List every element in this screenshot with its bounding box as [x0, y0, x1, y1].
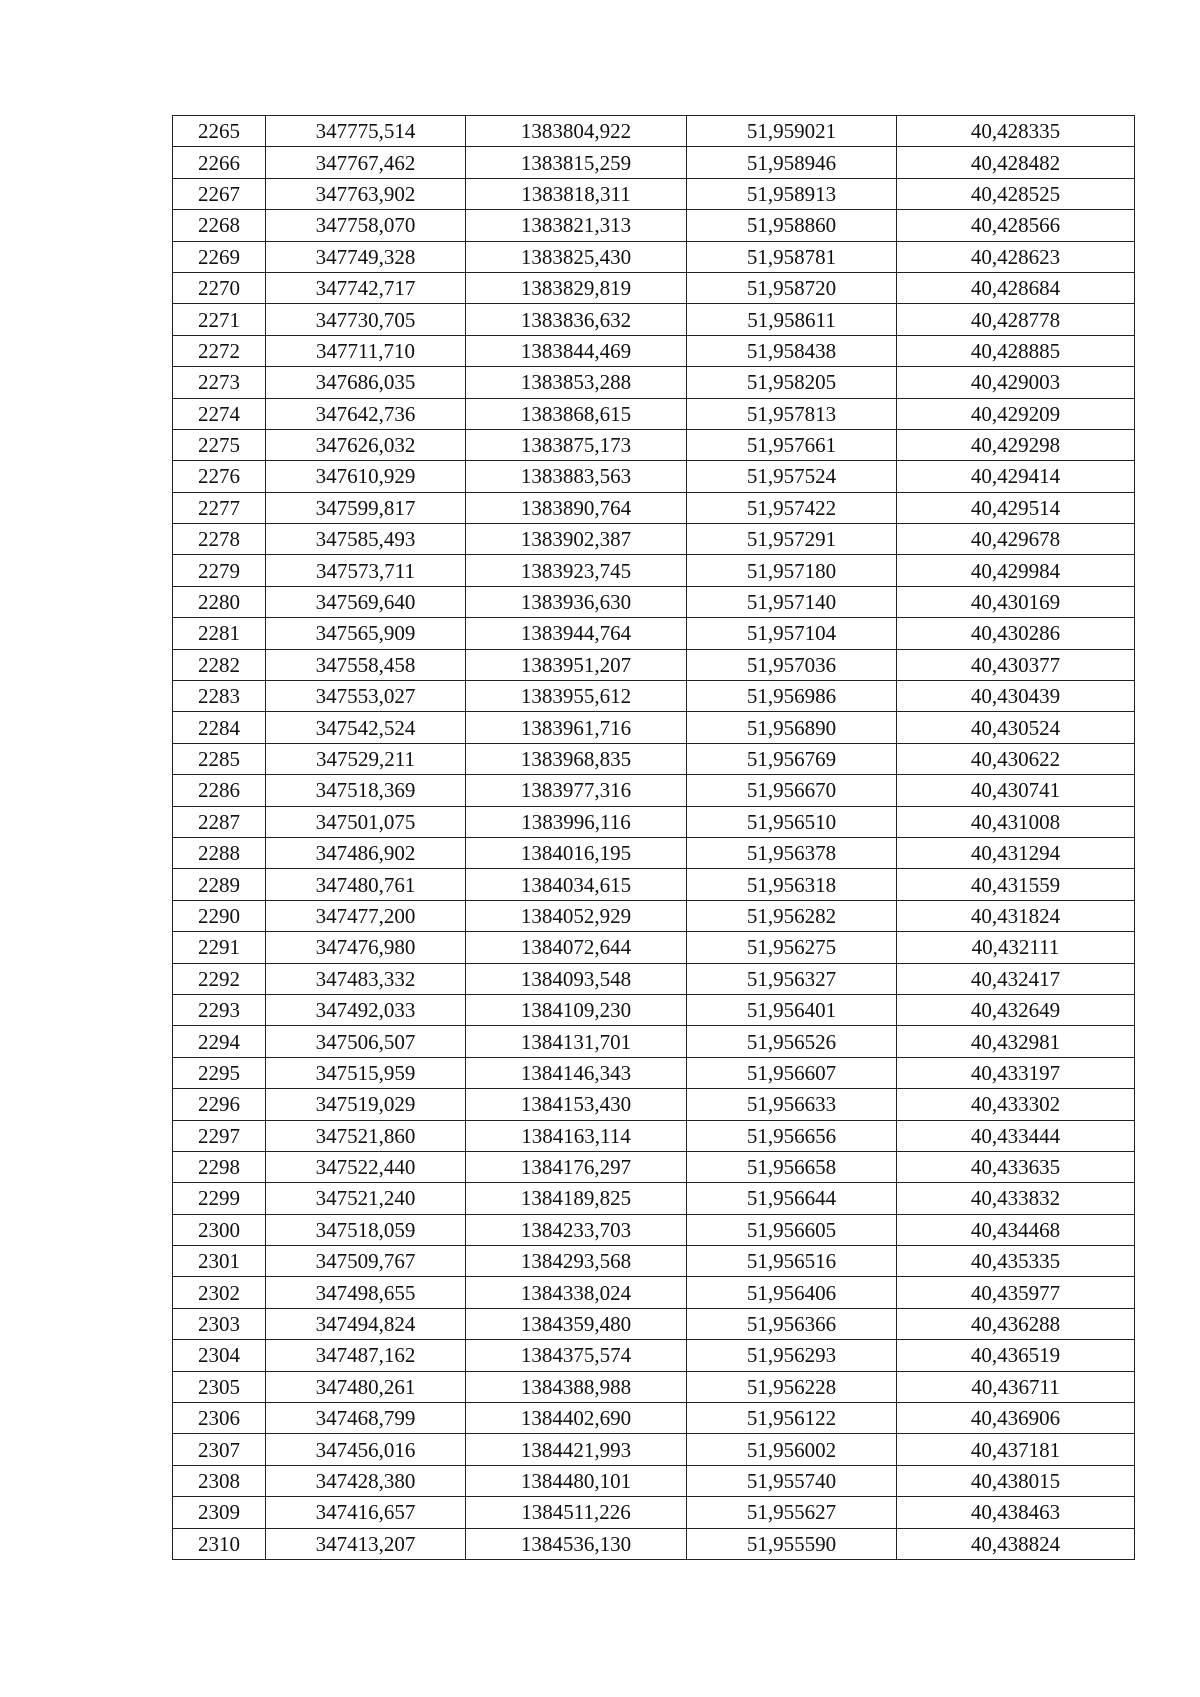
y-coordinate-cell: 1383825,430	[466, 241, 687, 272]
latitude-cell: 51,956228	[687, 1371, 897, 1402]
x-coordinate-cell: 347468,799	[266, 1403, 466, 1434]
y-coordinate-cell: 1384375,574	[466, 1340, 687, 1371]
longitude-cell: 40,433302	[897, 1089, 1135, 1120]
point-number-cell: 2296	[173, 1089, 266, 1120]
x-coordinate-cell: 347519,029	[266, 1089, 466, 1120]
x-coordinate-cell: 347477,200	[266, 900, 466, 931]
table-row	[173, 116, 1135, 147]
longitude-cell: 40,429209	[897, 398, 1135, 429]
y-coordinate-cell: 1384016,195	[466, 837, 687, 868]
longitude-cell: 40,435335	[897, 1246, 1135, 1277]
table-row	[173, 1340, 1135, 1371]
latitude-cell: 51,956293	[687, 1340, 897, 1371]
x-coordinate-cell: 347486,902	[266, 837, 466, 868]
x-coordinate-cell: 347518,369	[266, 775, 466, 806]
x-coordinate-cell: 347456,016	[266, 1434, 466, 1465]
y-coordinate-cell: 1383961,716	[466, 712, 687, 743]
table-row	[173, 1026, 1135, 1057]
y-coordinate-cell: 1383821,313	[466, 210, 687, 241]
longitude-cell: 40,429003	[897, 367, 1135, 398]
latitude-cell: 51,956644	[687, 1183, 897, 1214]
latitude-cell: 51,956282	[687, 900, 897, 931]
x-coordinate-cell: 347509,767	[266, 1246, 466, 1277]
latitude-cell: 51,958611	[687, 304, 897, 335]
longitude-cell: 40,432111	[897, 932, 1135, 963]
latitude-cell: 51,956318	[687, 869, 897, 900]
longitude-cell: 40,435977	[897, 1277, 1135, 1308]
y-coordinate-cell: 1383868,615	[466, 398, 687, 429]
latitude-cell: 51,956516	[687, 1246, 897, 1277]
x-coordinate-cell: 347480,761	[266, 869, 466, 900]
longitude-cell: 40,431008	[897, 806, 1135, 837]
latitude-cell: 51,958720	[687, 272, 897, 303]
longitude-cell: 40,432417	[897, 963, 1135, 994]
table-row	[173, 586, 1135, 617]
longitude-cell: 40,429514	[897, 492, 1135, 523]
point-number-cell: 2281	[173, 618, 266, 649]
latitude-cell: 51,957524	[687, 461, 897, 492]
latitude-cell: 51,955740	[687, 1465, 897, 1496]
point-number-cell: 2272	[173, 335, 266, 366]
point-number-cell: 2308	[173, 1465, 266, 1496]
x-coordinate-cell: 347775,514	[266, 116, 466, 147]
x-coordinate-cell: 347428,380	[266, 1465, 466, 1496]
table-row	[173, 1277, 1135, 1308]
latitude-cell: 51,957661	[687, 429, 897, 460]
table-row	[173, 398, 1135, 429]
table-row	[173, 1465, 1135, 1496]
table-row	[173, 618, 1135, 649]
table-row	[173, 1120, 1135, 1151]
table-row	[173, 1308, 1135, 1339]
y-coordinate-cell: 1384402,690	[466, 1403, 687, 1434]
longitude-cell: 40,436711	[897, 1371, 1135, 1402]
point-number-cell: 2277	[173, 492, 266, 523]
longitude-cell: 40,432981	[897, 1026, 1135, 1057]
latitude-cell: 51,957036	[687, 649, 897, 680]
latitude-cell: 51,959021	[687, 116, 897, 147]
latitude-cell: 51,956656	[687, 1120, 897, 1151]
longitude-cell: 40,433444	[897, 1120, 1135, 1151]
latitude-cell: 51,956366	[687, 1308, 897, 1339]
point-number-cell: 2305	[173, 1371, 266, 1402]
y-coordinate-cell: 1384233,703	[466, 1214, 687, 1245]
point-number-cell: 2295	[173, 1057, 266, 1088]
longitude-cell: 40,431559	[897, 869, 1135, 900]
table-row	[173, 775, 1135, 806]
longitude-cell: 40,436288	[897, 1308, 1135, 1339]
y-coordinate-cell: 1383955,612	[466, 681, 687, 712]
x-coordinate-cell: 347758,070	[266, 210, 466, 241]
y-coordinate-cell: 1384480,101	[466, 1465, 687, 1496]
longitude-cell: 40,428566	[897, 210, 1135, 241]
point-number-cell: 2303	[173, 1308, 266, 1339]
longitude-cell: 40,428778	[897, 304, 1135, 335]
longitude-cell: 40,428623	[897, 241, 1135, 272]
x-coordinate-cell: 347476,980	[266, 932, 466, 963]
y-coordinate-cell: 1383951,207	[466, 649, 687, 680]
y-coordinate-cell: 1383968,835	[466, 743, 687, 774]
longitude-cell: 40,430439	[897, 681, 1135, 712]
x-coordinate-cell: 347730,705	[266, 304, 466, 335]
point-number-cell: 2298	[173, 1151, 266, 1182]
table-row	[173, 743, 1135, 774]
x-coordinate-cell: 347565,909	[266, 618, 466, 649]
x-coordinate-cell: 347494,824	[266, 1308, 466, 1339]
table-row	[173, 367, 1135, 398]
y-coordinate-cell: 1383977,316	[466, 775, 687, 806]
longitude-cell: 40,438463	[897, 1497, 1135, 1528]
table-row	[173, 649, 1135, 680]
point-number-cell: 2268	[173, 210, 266, 241]
point-number-cell: 2306	[173, 1403, 266, 1434]
latitude-cell: 51,958946	[687, 147, 897, 178]
longitude-cell: 40,438015	[897, 1465, 1135, 1496]
x-coordinate-cell: 347573,711	[266, 555, 466, 586]
table-row	[173, 1151, 1135, 1182]
table-row	[173, 869, 1135, 900]
y-coordinate-cell: 1383875,173	[466, 429, 687, 460]
longitude-cell: 40,429678	[897, 524, 1135, 555]
table-row	[173, 492, 1135, 523]
table-row	[173, 1214, 1135, 1245]
table-row	[173, 524, 1135, 555]
longitude-cell: 40,436519	[897, 1340, 1135, 1371]
longitude-cell: 40,430622	[897, 743, 1135, 774]
latitude-cell: 51,956769	[687, 743, 897, 774]
longitude-cell: 40,436906	[897, 1403, 1135, 1434]
point-number-cell: 2271	[173, 304, 266, 335]
y-coordinate-cell: 1384034,615	[466, 869, 687, 900]
table-row	[173, 806, 1135, 837]
y-coordinate-cell: 1383890,764	[466, 492, 687, 523]
latitude-cell: 51,958913	[687, 178, 897, 209]
point-number-cell: 2307	[173, 1434, 266, 1465]
table-row	[173, 1528, 1135, 1559]
x-coordinate-cell: 347542,524	[266, 712, 466, 743]
y-coordinate-cell: 1383883,563	[466, 461, 687, 492]
longitude-cell: 40,430741	[897, 775, 1135, 806]
latitude-cell: 51,956378	[687, 837, 897, 868]
latitude-cell: 51,955627	[687, 1497, 897, 1528]
x-coordinate-cell: 347501,075	[266, 806, 466, 837]
point-number-cell: 2282	[173, 649, 266, 680]
point-number-cell: 2269	[173, 241, 266, 272]
table-row	[173, 210, 1135, 241]
y-coordinate-cell: 1383829,819	[466, 272, 687, 303]
latitude-cell: 51,957291	[687, 524, 897, 555]
x-coordinate-cell: 347487,162	[266, 1340, 466, 1371]
point-number-cell: 2285	[173, 743, 266, 774]
y-coordinate-cell: 1384189,825	[466, 1183, 687, 1214]
point-number-cell: 2310	[173, 1528, 266, 1559]
x-coordinate-cell: 347522,440	[266, 1151, 466, 1182]
y-coordinate-cell: 1384109,230	[466, 994, 687, 1025]
point-number-cell: 2304	[173, 1340, 266, 1371]
table-row	[173, 1371, 1135, 1402]
table-row	[173, 1434, 1135, 1465]
point-number-cell: 2278	[173, 524, 266, 555]
y-coordinate-cell: 1384072,644	[466, 932, 687, 963]
x-coordinate-cell: 347521,240	[266, 1183, 466, 1214]
point-number-cell: 2297	[173, 1120, 266, 1151]
latitude-cell: 51,958438	[687, 335, 897, 366]
longitude-cell: 40,431294	[897, 837, 1135, 868]
table-row	[173, 429, 1135, 460]
y-coordinate-cell: 1383818,311	[466, 178, 687, 209]
longitude-cell: 40,432649	[897, 994, 1135, 1025]
point-number-cell: 2309	[173, 1497, 266, 1528]
x-coordinate-cell: 347498,655	[266, 1277, 466, 1308]
x-coordinate-cell: 347763,902	[266, 178, 466, 209]
table-row	[173, 837, 1135, 868]
y-coordinate-cell: 1384293,568	[466, 1246, 687, 1277]
longitude-cell: 40,437181	[897, 1434, 1135, 1465]
table-row	[173, 1246, 1135, 1277]
longitude-cell: 40,429298	[897, 429, 1135, 460]
longitude-cell: 40,430286	[897, 618, 1135, 649]
y-coordinate-cell: 1384388,988	[466, 1371, 687, 1402]
x-coordinate-cell: 347711,710	[266, 335, 466, 366]
longitude-cell: 40,433197	[897, 1057, 1135, 1088]
longitude-cell: 40,428482	[897, 147, 1135, 178]
y-coordinate-cell: 1383844,469	[466, 335, 687, 366]
longitude-cell: 40,433832	[897, 1183, 1135, 1214]
x-coordinate-cell: 347506,507	[266, 1026, 466, 1057]
y-coordinate-cell: 1384511,226	[466, 1497, 687, 1528]
longitude-cell: 40,429414	[897, 461, 1135, 492]
latitude-cell: 51,956275	[687, 932, 897, 963]
y-coordinate-cell: 1384163,114	[466, 1120, 687, 1151]
point-number-cell: 2265	[173, 116, 266, 147]
coordinates-table	[172, 115, 1135, 1560]
table-row	[173, 712, 1135, 743]
latitude-cell: 51,956510	[687, 806, 897, 837]
x-coordinate-cell: 347626,032	[266, 429, 466, 460]
y-coordinate-cell: 1383804,922	[466, 116, 687, 147]
latitude-cell: 51,956986	[687, 681, 897, 712]
point-number-cell: 2266	[173, 147, 266, 178]
point-number-cell: 2274	[173, 398, 266, 429]
latitude-cell: 51,958781	[687, 241, 897, 272]
point-number-cell: 2286	[173, 775, 266, 806]
latitude-cell: 51,956327	[687, 963, 897, 994]
x-coordinate-cell: 347585,493	[266, 524, 466, 555]
longitude-cell: 40,428525	[897, 178, 1135, 209]
point-number-cell: 2284	[173, 712, 266, 743]
table-row	[173, 1183, 1135, 1214]
latitude-cell: 51,958205	[687, 367, 897, 398]
y-coordinate-cell: 1384093,548	[466, 963, 687, 994]
point-number-cell: 2288	[173, 837, 266, 868]
point-number-cell: 2301	[173, 1246, 266, 1277]
latitude-cell: 51,957813	[687, 398, 897, 429]
table-row	[173, 1403, 1135, 1434]
latitude-cell: 51,957140	[687, 586, 897, 617]
longitude-cell: 40,434468	[897, 1214, 1135, 1245]
longitude-cell: 40,431824	[897, 900, 1135, 931]
point-number-cell: 2293	[173, 994, 266, 1025]
table-row	[173, 932, 1135, 963]
latitude-cell: 51,956401	[687, 994, 897, 1025]
point-number-cell: 2299	[173, 1183, 266, 1214]
latitude-cell: 51,956890	[687, 712, 897, 743]
point-number-cell: 2290	[173, 900, 266, 931]
longitude-cell: 40,428684	[897, 272, 1135, 303]
x-coordinate-cell: 347416,657	[266, 1497, 466, 1528]
latitude-cell: 51,957104	[687, 618, 897, 649]
table-row	[173, 994, 1135, 1025]
point-number-cell: 2283	[173, 681, 266, 712]
x-coordinate-cell: 347492,033	[266, 994, 466, 1025]
y-coordinate-cell: 1383902,387	[466, 524, 687, 555]
x-coordinate-cell: 347515,959	[266, 1057, 466, 1088]
y-coordinate-cell: 1384536,130	[466, 1528, 687, 1559]
y-coordinate-cell: 1383815,259	[466, 147, 687, 178]
y-coordinate-cell: 1384052,929	[466, 900, 687, 931]
x-coordinate-cell: 347553,027	[266, 681, 466, 712]
x-coordinate-cell: 347413,207	[266, 1528, 466, 1559]
x-coordinate-cell: 347742,717	[266, 272, 466, 303]
point-number-cell: 2267	[173, 178, 266, 209]
point-number-cell: 2291	[173, 932, 266, 963]
latitude-cell: 51,956658	[687, 1151, 897, 1182]
point-number-cell: 2275	[173, 429, 266, 460]
table-row	[173, 335, 1135, 366]
longitude-cell: 40,428885	[897, 335, 1135, 366]
y-coordinate-cell: 1383853,288	[466, 367, 687, 398]
x-coordinate-cell: 347518,059	[266, 1214, 466, 1245]
longitude-cell: 40,429984	[897, 555, 1135, 586]
table-row	[173, 304, 1135, 335]
y-coordinate-cell: 1383996,116	[466, 806, 687, 837]
y-coordinate-cell: 1383944,764	[466, 618, 687, 649]
x-coordinate-cell: 347599,817	[266, 492, 466, 523]
y-coordinate-cell: 1383923,745	[466, 555, 687, 586]
y-coordinate-cell: 1384153,430	[466, 1089, 687, 1120]
x-coordinate-cell: 347767,462	[266, 147, 466, 178]
x-coordinate-cell: 347521,860	[266, 1120, 466, 1151]
x-coordinate-cell: 347642,736	[266, 398, 466, 429]
y-coordinate-cell: 1383836,632	[466, 304, 687, 335]
y-coordinate-cell: 1384176,297	[466, 1151, 687, 1182]
latitude-cell: 51,957422	[687, 492, 897, 523]
x-coordinate-cell: 347749,328	[266, 241, 466, 272]
table-row	[173, 178, 1135, 209]
coordinates-table-body	[173, 116, 1135, 1560]
x-coordinate-cell: 347480,261	[266, 1371, 466, 1402]
table-row	[173, 681, 1135, 712]
point-number-cell: 2273	[173, 367, 266, 398]
point-number-cell: 2289	[173, 869, 266, 900]
table-row	[173, 900, 1135, 931]
table-row	[173, 1497, 1135, 1528]
y-coordinate-cell: 1383936,630	[466, 586, 687, 617]
latitude-cell: 51,956526	[687, 1026, 897, 1057]
latitude-cell: 51,956605	[687, 1214, 897, 1245]
longitude-cell: 40,428335	[897, 116, 1135, 147]
y-coordinate-cell: 1384338,024	[466, 1277, 687, 1308]
y-coordinate-cell: 1384359,480	[466, 1308, 687, 1339]
longitude-cell: 40,430377	[897, 649, 1135, 680]
point-number-cell: 2276	[173, 461, 266, 492]
point-number-cell: 2279	[173, 555, 266, 586]
longitude-cell: 40,438824	[897, 1528, 1135, 1559]
y-coordinate-cell: 1384146,343	[466, 1057, 687, 1088]
table-row	[173, 147, 1135, 178]
latitude-cell: 51,956002	[687, 1434, 897, 1465]
x-coordinate-cell: 347686,035	[266, 367, 466, 398]
table-row	[173, 963, 1135, 994]
point-number-cell: 2287	[173, 806, 266, 837]
latitude-cell: 51,956406	[687, 1277, 897, 1308]
latitude-cell: 51,958860	[687, 210, 897, 241]
table-row	[173, 241, 1135, 272]
latitude-cell: 51,956122	[687, 1403, 897, 1434]
y-coordinate-cell: 1384421,993	[466, 1434, 687, 1465]
x-coordinate-cell: 347558,458	[266, 649, 466, 680]
longitude-cell: 40,433635	[897, 1151, 1135, 1182]
x-coordinate-cell: 347529,211	[266, 743, 466, 774]
point-number-cell: 2300	[173, 1214, 266, 1245]
point-number-cell: 2302	[173, 1277, 266, 1308]
table-row	[173, 1057, 1135, 1088]
longitude-cell: 40,430169	[897, 586, 1135, 617]
table-row	[173, 272, 1135, 303]
longitude-cell: 40,430524	[897, 712, 1135, 743]
table-row	[173, 461, 1135, 492]
table-row	[173, 1089, 1135, 1120]
latitude-cell: 51,955590	[687, 1528, 897, 1559]
latitude-cell: 51,957180	[687, 555, 897, 586]
latitude-cell: 51,956607	[687, 1057, 897, 1088]
table-row	[173, 555, 1135, 586]
x-coordinate-cell: 347569,640	[266, 586, 466, 617]
x-coordinate-cell: 347610,929	[266, 461, 466, 492]
point-number-cell: 2270	[173, 272, 266, 303]
point-number-cell: 2294	[173, 1026, 266, 1057]
y-coordinate-cell: 1384131,701	[466, 1026, 687, 1057]
point-number-cell: 2292	[173, 963, 266, 994]
point-number-cell: 2280	[173, 586, 266, 617]
latitude-cell: 51,956633	[687, 1089, 897, 1120]
x-coordinate-cell: 347483,332	[266, 963, 466, 994]
latitude-cell: 51,956670	[687, 775, 897, 806]
